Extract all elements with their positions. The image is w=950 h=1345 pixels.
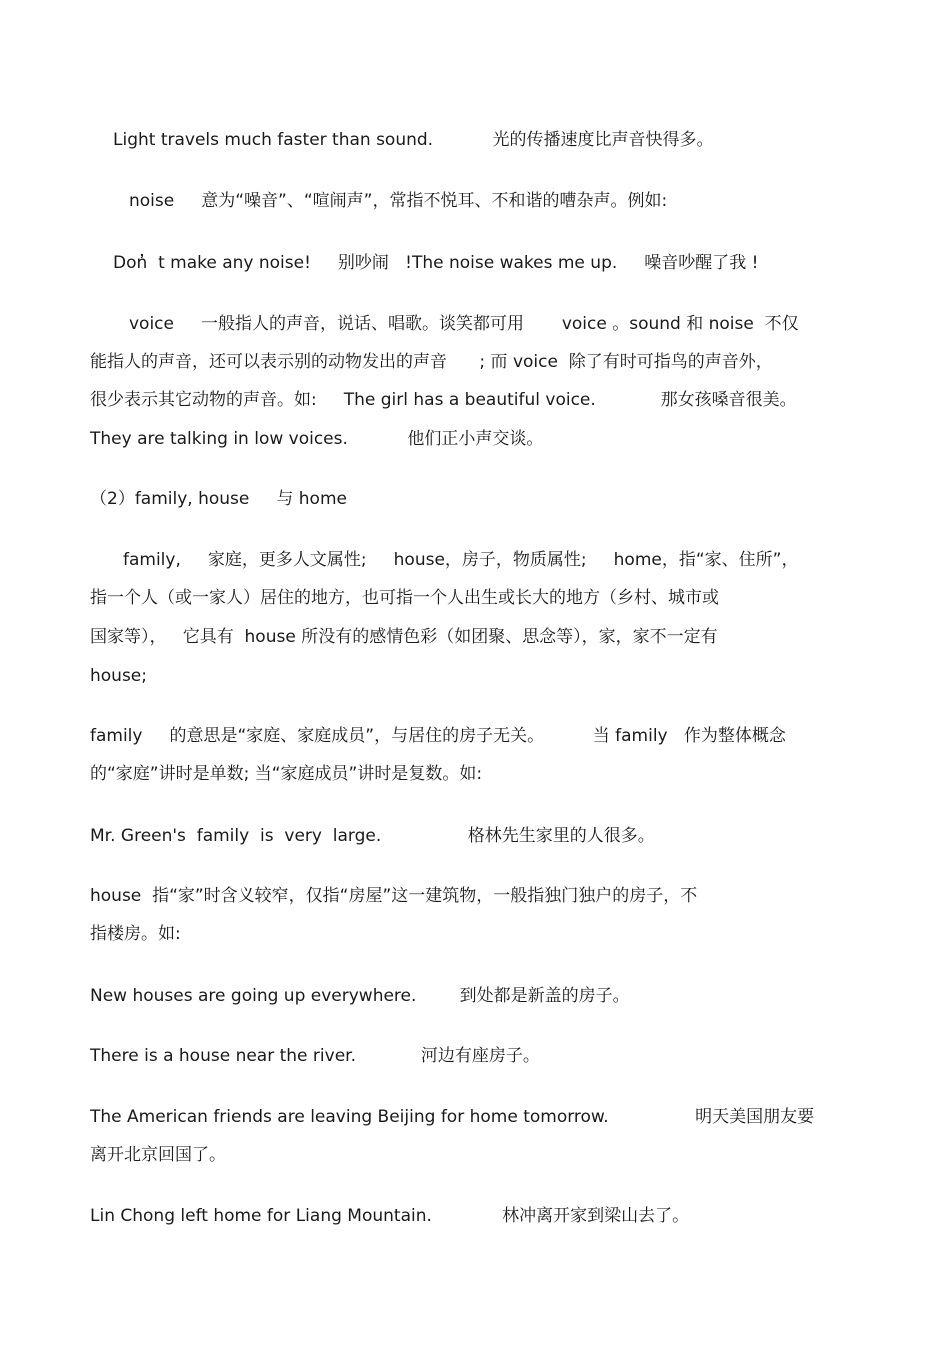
text-line: 指楼房。如: (90, 924, 181, 944)
text-line: 很少表示其它动物的声音。如: The girl has a beautiful voice. 那女孩嗓音很美。 (90, 390, 797, 410)
text-line: Lin Chong left home for Liang Mountain. 林冲离开家到梁山去了。 (90, 1206, 690, 1226)
text-line: New houses are going up everywhere. 到处都是新盖的房子。 (90, 986, 630, 1006)
text-line: voice 一般指人的声音，说话、唱歌。谈笑都可用 voice 。sound 和 noise 不仅 (129, 314, 799, 334)
text-line: Light travels much faster than sound. 光的传播速度比声音快得多。 (113, 130, 714, 150)
text-line: 的“家庭”讲时是单数; 当“家庭成员”讲时是复数。如: (90, 764, 483, 784)
text-line: family, 家庭，更多人文属性; house，房子，物质属性; home，指“家、住所”， (123, 550, 799, 570)
text-line: The American friends are leaving Beijing for home tomorrow. 明天美国朋友要 (90, 1107, 815, 1127)
text-line: Don̓ t make any noise! 别吵闹 !The noise wakes me up. 噪音吵醒了我 ! (113, 253, 759, 273)
text-line: family 的意思是“家庭、家庭成员”，与居住的房子无关。 当 family 作为整体概念 (90, 726, 786, 746)
text-line: They are talking in low voices. 他们正小声交谈。 (90, 429, 544, 449)
text-line: There is a house near the river. 河边有座房子。 (90, 1046, 540, 1066)
text-line: 指一个人（或一家人）居住的地方，也可指一个人出生或长大的地方（乡村、城市或 (90, 588, 719, 608)
text-line: noise 意为“噪音”、“喧闹声”，常指不悦耳、不和谐的嘈杂声。例如: (129, 191, 668, 211)
text-line: 能指人的声音，还可以表示别的动物发出的声音 ; 而 voice 除了有时可指鸟的声音外， (90, 352, 773, 372)
text-line: 离开北京回国了。 (90, 1145, 226, 1165)
text-line: house 指“家”时含义较窄，仅指“房屋”这一建筑物，一般指独门独户的房子，不 (90, 886, 698, 906)
section-heading: （2）family, house 与 home (90, 489, 347, 509)
text-line: 国家等）， 它具有 house 所没有的感情色彩（如团聚、思念等），家，家不一定有 (90, 627, 718, 647)
text-line: Mr. Green's family is very large. 格林先生家里的人很多。 (90, 826, 655, 846)
text-line: house; (90, 666, 147, 686)
